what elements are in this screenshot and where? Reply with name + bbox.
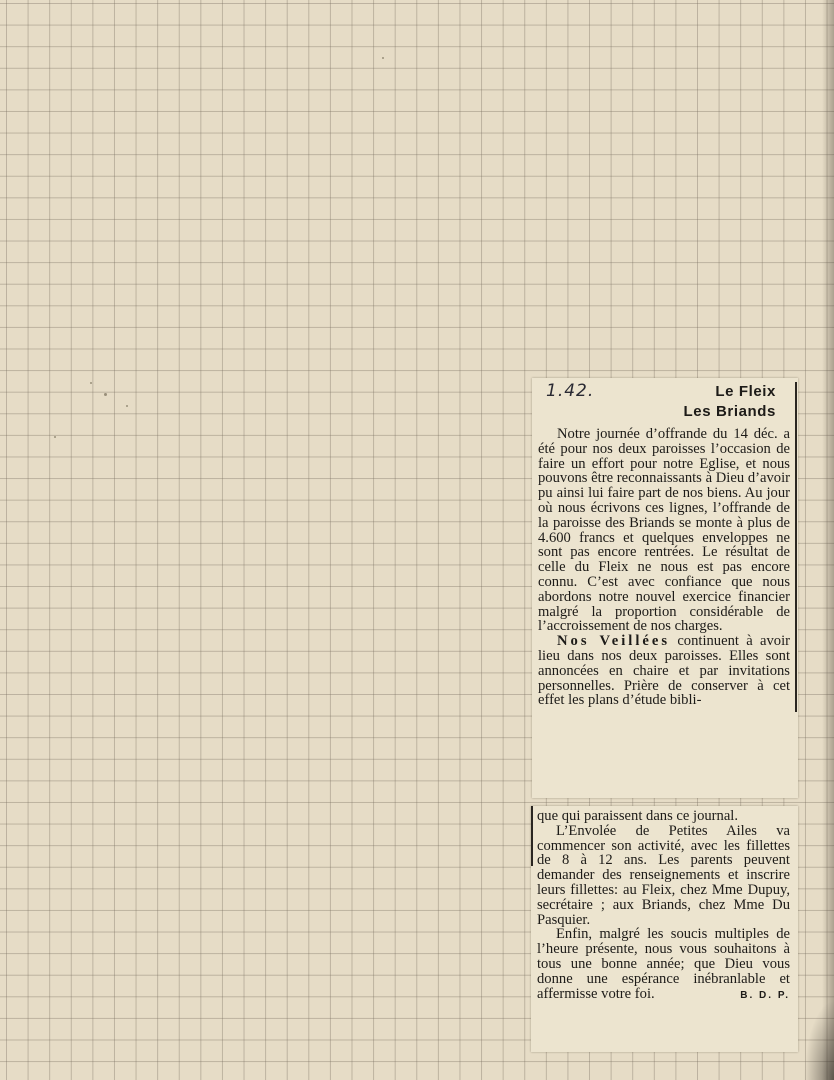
column-rule <box>795 382 797 712</box>
handwritten-date: 1.42. <box>546 381 595 401</box>
paragraph-veillees <box>538 634 790 708</box>
ink-speck <box>104 393 107 396</box>
veillees-heading: Nos Veillées <box>557 633 671 650</box>
clipping-header <box>532 378 798 426</box>
paragraph-offrande: Notre journée d’offrande du 14 déc. a été pour nos deux paroisses l’occasion de faire un effort pour notre Eglise, et nous pouvons être reconnaissants à Dieu d’avoir pu ainsi lui faire part de nos biens. Au jour où nous écrivons ces lignes, l’offrande de la paroisse des Briands se monte à plus de 4.600 francs et quelques enveloppes ne sont pas encore rentrées. Le résultat de celle du Fleix ne nous est pas encore connu. C’est avec confiance que nous abordons notre nouvel exercice financier malgré la proportion considérable de l’accroissement de nos charges. <box>538 426 790 635</box>
column-rule <box>531 806 533 866</box>
clipping-body-continued <box>537 809 790 1003</box>
paragraph-continuation: que qui paraissent dans ce journal. <box>537 808 739 824</box>
clipping-subtitle: Les Briands <box>683 403 776 420</box>
voeux-text: Enfin, malgré les soucis multiples de l’heure présente, nous vous souhaitons à tous une bonne année; que Dieu vous donne une espérance inébranlable et affermisse votre foi. <box>537 926 790 1002</box>
page-corner-shadow <box>804 1000 834 1080</box>
newspaper-clipping-top <box>532 378 798 798</box>
veillees-text: continuent à avoir lieu dans nos deux paroisses. Elles sont annoncées en chaire et par invitations personnelles. Prière de conserver à cet effet les plans d’étude bibli- <box>538 633 790 709</box>
paragraph-voeux <box>537 927 790 1001</box>
ink-speck <box>54 436 56 438</box>
ink-speck <box>90 382 92 384</box>
ink-speck <box>382 57 384 59</box>
clipping-body <box>538 427 790 708</box>
newspaper-clipping-bottom <box>531 806 798 1052</box>
page-edge-shadow <box>822 0 834 1080</box>
clipping-title: Le Fleix <box>715 383 776 400</box>
ink-speck <box>126 405 128 407</box>
signature: B. D. P. <box>740 989 790 1001</box>
paragraph-petites-ailes: L’Envolée de Petites Ailes va commencer son activité, avec les fillettes de 8 à 12 ans. Les parents peuvent demander des renseignements et inscrire leurs fillettes: au Fleix, chez Mme Dupuy, secrétaire ; aux Briands, chez Mme Du Pasquier. <box>537 822 790 928</box>
